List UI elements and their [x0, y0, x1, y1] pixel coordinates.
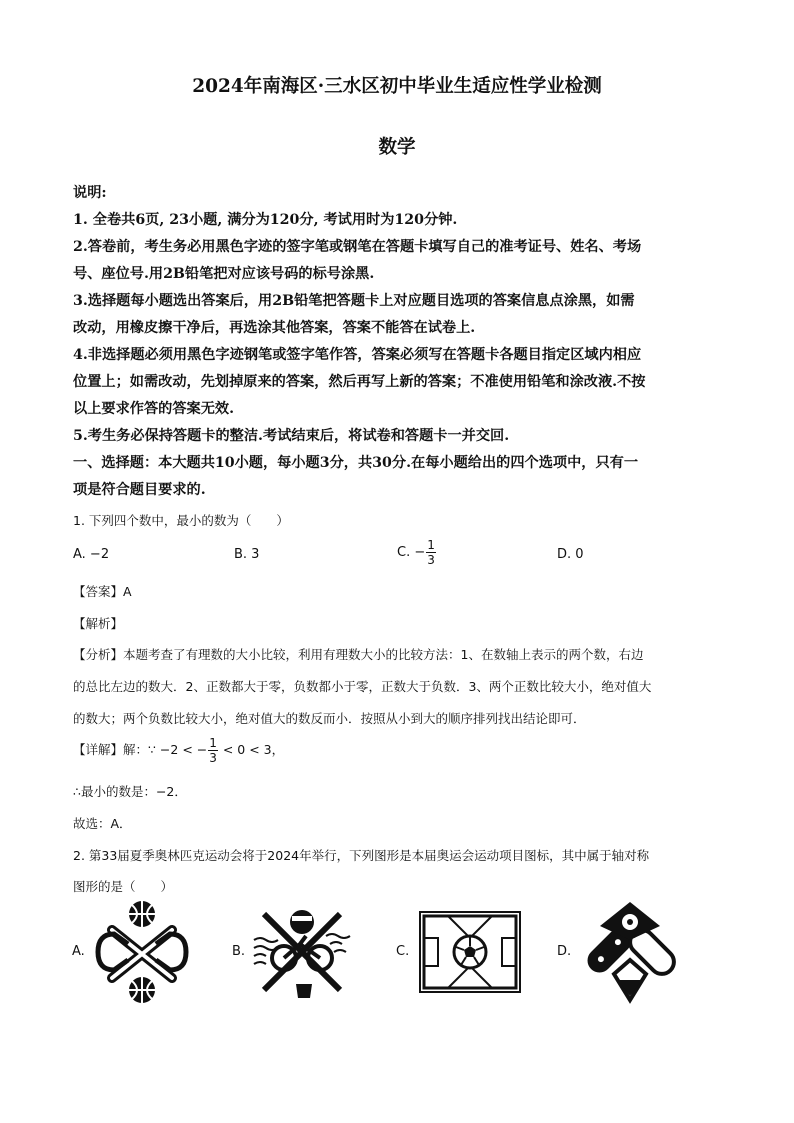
q1-option-a: A. −2	[73, 547, 110, 562]
q1-detail	[73, 736, 284, 765]
instruction-line-1: 1. 全卷共6页, 23小题, 满分为120分, 考试用时为120分钟.	[73, 212, 458, 228]
q1-option-b: B. 3	[234, 547, 260, 562]
q1-analysis-line-2: 的总比左边的数大．2、正数都大于零，负数都小于零，正数大于负数．3、两个正数比较大小，绝对值大	[73, 679, 652, 694]
instruction-line-2a: 2.答卷前，考生务必用黑色字迹的签字笔或钢笔在答题卡填写自己的准考证号、姓名、考场	[73, 239, 642, 255]
instruction-line-5: 5.考生务必保持答题卡的整洁.考试结束后，将试卷和答题卡一并交回.	[73, 428, 510, 444]
instruction-line-4b: 位置上；如需改动，先划掉原来的答案，然后再写上新的答案；不准使用铅笔和涂改液.不按	[73, 374, 646, 390]
fraction-numerator: 1	[209, 736, 217, 750]
instruction-line-2b: 号、座位号.用2B铅笔把对应该号码的标号涂黑.	[73, 266, 375, 282]
basketball-icon	[90, 900, 194, 1004]
fraction-denominator: 3	[427, 553, 435, 567]
instruction-line-4c: 以上要求作答的答案无效.	[73, 401, 235, 417]
instruction-line-3b: 改动，用橡皮擦干净后，再选涂其他答案，答案不能答在试卷上.	[73, 320, 476, 336]
subject-title: 数学	[378, 137, 416, 158]
q2-option-c-label: C.	[396, 944, 410, 959]
q1-option-d: D. 0	[557, 547, 584, 562]
section-heading-line-2: 项是符合题目要求的.	[73, 482, 206, 498]
instructions-heading: 说明:	[73, 185, 107, 201]
fraction-denominator: 3	[209, 751, 217, 765]
football-icon	[418, 904, 522, 1000]
q1-therefore: ∴最小的数是：−2．	[73, 784, 187, 799]
section-heading-line-1: 一、选择题：本大题共10小题，每小题3分，共30分.在每小题给出的四个选项中，只有一	[73, 455, 639, 471]
q1-option-c-fraction	[426, 538, 436, 567]
q1-stem: 1. 下列四个数中，最小的数为（ ）	[73, 513, 289, 528]
q2-stem-line-2: 图形的是（ ）	[73, 879, 174, 894]
q1-answer: 【答案】A	[73, 584, 132, 599]
q1-analysis-line-3: 的数大；两个负数比较大小，绝对值大的数反而小．按照从小到大的顺序排列找出结论即可．	[73, 711, 586, 726]
fraction-numerator: 1	[427, 538, 435, 552]
q2-option-a-label: A.	[72, 944, 85, 959]
q2-option-d-label: D.	[557, 944, 572, 959]
instruction-line-3a: 3.选择题每小题选出答案后，用2B铅笔把答题卡上对应题目选项的答案信息点涂黑，如需	[73, 293, 635, 309]
q2-stem-line-1: 2. 第33届夏季奥林匹克运动会将于2024年举行，下列图形是本届奥运会运动项目图标，其中属于轴对称	[73, 848, 650, 863]
q1-analysis-line-1: 【分析】本题考查了有理数的大小比较，利用有理数大小的比较方法：1、在数轴上表示的两个数，右边	[73, 647, 644, 662]
exam-title: 2024年南海区·三水区初中毕业生适应性学业检测	[192, 76, 602, 97]
q1-option-c-prefix: C. −	[397, 545, 426, 560]
q1-detail-suffix: < 0 < 3，	[218, 742, 285, 757]
q1-choose: 故选：A．	[73, 816, 132, 831]
q2-option-b-label: B.	[232, 944, 246, 959]
instruction-line-4a: 4.非选择题必须用黑色字迹钢笔或签字笔作答，答案必须写在答题卡各题目指定区域内相应	[73, 347, 642, 363]
q1-analysis-tag: 【解析】	[73, 616, 124, 631]
skateboard-icon	[578, 900, 682, 1004]
q1-option-c	[397, 538, 437, 567]
q1-detail-fraction	[208, 736, 218, 765]
cycling-icon	[250, 900, 354, 1004]
q1-detail-prefix: 【详解】解：∵ −2 < −	[73, 742, 208, 757]
